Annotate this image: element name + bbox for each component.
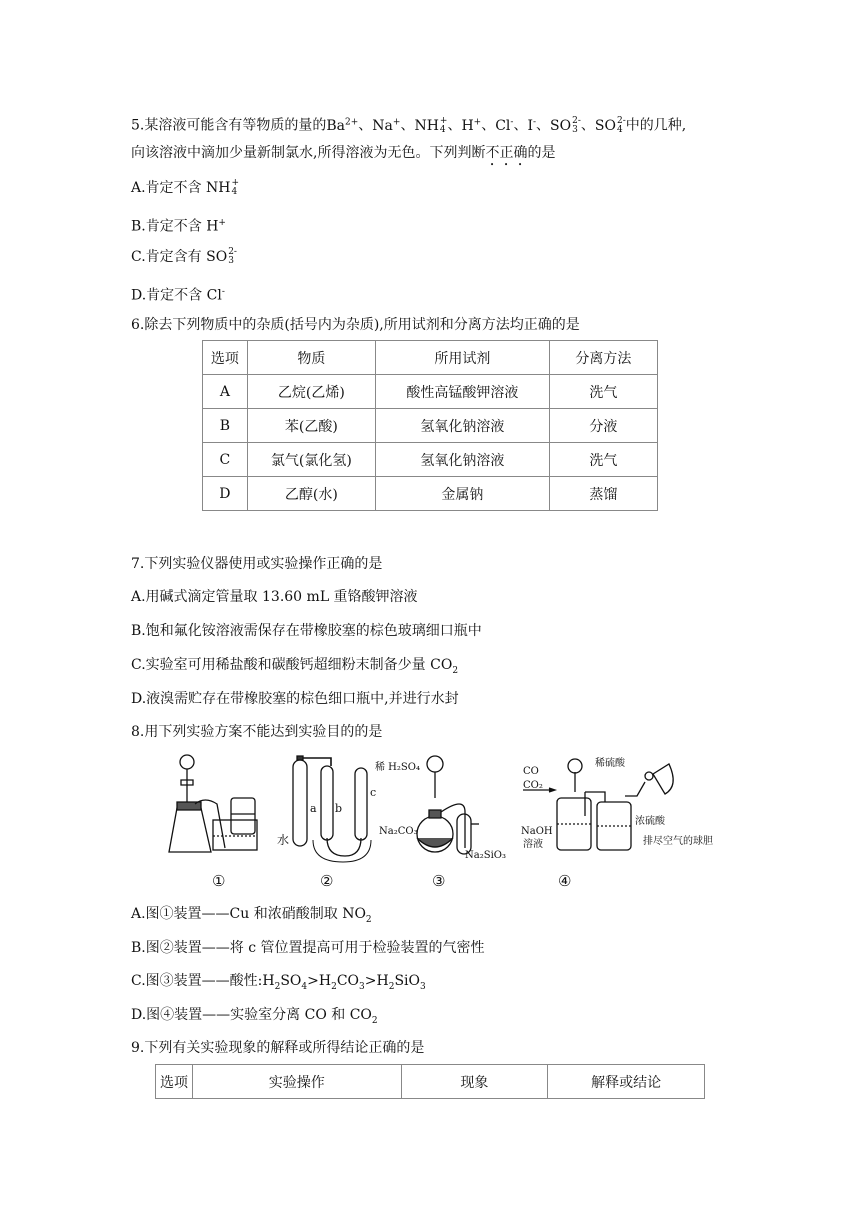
table-row [203,375,658,409]
label-water: 水 [277,833,290,847]
label-solution: 溶液 [523,839,543,850]
table-cell: 蒸馏 [549,477,657,511]
table-header: 选项 [156,1065,193,1099]
q9-table [155,1064,705,1099]
q8-option-a: A.图①装置——Cu 和浓硝酸制取 $NO_2$ [131,906,372,925]
table-header: 现象 [401,1065,548,1099]
figure-label-4: ④ [558,872,572,890]
apparatus-3 [417,756,479,854]
q8-option-d: D.图④装置——实验室分离 CO 和 $CO_2$ [131,1007,378,1026]
apparatus-1 [169,755,257,852]
label-naoh: NaOH [521,826,553,837]
table-header: 选项 [203,341,248,375]
table-cell: 氢氧化钠溶液 [375,443,549,477]
table-cell: B [203,409,248,443]
q8-option-c: C.图③装置——酸性$:H_2SO_4>H_2CO_3>H_2SiO_3$ [131,973,426,992]
table-cell: 氯气(氯化氢) [247,443,375,477]
table-cell: 分液 [549,409,657,443]
q7-option-c: C.实验室可用稀盐酸和碳酸钙超细粉末制备少量 $CO_2$ [131,657,459,676]
table-cell: 金属钠 [375,477,549,511]
table-header: 分离方法 [549,341,657,375]
table-cell: 洗气 [549,443,657,477]
label-a: a [310,802,317,815]
q7-stem: 7.下列实验仪器使用或实验操作正确的是 [131,556,383,572]
table-cell: C [203,443,248,477]
q5-stem-line1: 5.某溶液可能含有等物质的量的$Ba^{2+}$、Na+、NH + 4 、H+、Cl-、I-、SO 2- 3 、SO 2- 4 中的几种, [131,115,687,135]
q5-stem-line2: 向该溶液中滴加少量新制氯水,所得溶液为无色。下列判断不正确的是 [131,145,556,161]
table-cell: 乙醇(水) [247,477,375,511]
label-dilute-h2so4: 稀 H₂SO₄ [375,762,420,773]
apparatus-figure [165,752,713,862]
table-cell: A [203,375,248,409]
q5-option-d: D.肯定不含 Cl- [131,287,225,304]
label-bulb: 排尽空气的球胆 [643,836,713,847]
label-na2sio3: Na₂SiO₃ [465,850,506,861]
figure-label-1: ① [212,872,226,890]
table-cell: D [203,477,248,511]
table-cell: 酸性高锰酸钾溶液 [375,375,549,409]
q5-option-b: B.肯定不含 H+ [131,218,226,235]
table-header: 所用试剂 [375,341,549,375]
table-row [203,443,658,477]
table-cell: 洗气 [549,375,657,409]
q7-option-d: D.液溴需贮存在带橡胶塞的棕色细口瓶中,并进行水封 [131,691,459,707]
table-cell: 乙烷(乙烯) [247,375,375,409]
label-conc-sulfuric: 浓硫酸 [635,816,665,827]
label-co2: CO₂ [523,780,543,791]
label-na2co3: Na₂CO₃ [379,826,418,837]
table-row [203,477,658,511]
q7-option-a: A.用碱式滴定管量取 13.60 mL 重铬酸钾溶液 [131,589,418,605]
q5-option-c: C.肯定含有 SO 2- 3 [131,247,237,266]
q6-stem: 6.除去下列物质中的杂质(括号内为杂质),所用试剂和分离方法均正确的是 [131,317,580,333]
q8-option-b: B.图②装置——将 c 管位置提高可用于检验装置的气密性 [131,940,485,956]
q6-table [202,340,658,511]
q8-stem: 8.用下列实验方案不能达到实验目的的是 [131,724,383,740]
label-dilute-sulfuric: 稀硫酸 [595,758,625,769]
q9-stem: 9.下列有关实验现象的解释或所得结论正确的是 [131,1040,425,1056]
table-row [203,409,658,443]
apparatus-2 [293,756,371,862]
table-header: 物质 [247,341,375,375]
q7-option-b: B.饱和氟化铵溶液需保存在带橡胶塞的棕色玻璃细口瓶中 [131,623,482,639]
table-cell: 氢氧化钠溶液 [375,409,549,443]
table-header: 实验操作 [192,1065,401,1099]
figure-label-3: ③ [432,872,446,890]
emphasis-text: 不正确 [485,145,528,161]
label-co: CO [523,766,539,777]
figure-label-2: ② [320,872,334,890]
table-header-row [156,1065,705,1099]
q5-option-a: A.肯定不含 NH + 4 [131,178,240,197]
label-c: c [370,786,377,799]
table-cell: 苯(乙酸) [247,409,375,443]
table-header: 解释或结论 [548,1065,705,1099]
label-b: b [335,802,343,815]
table-header-row [203,341,658,375]
